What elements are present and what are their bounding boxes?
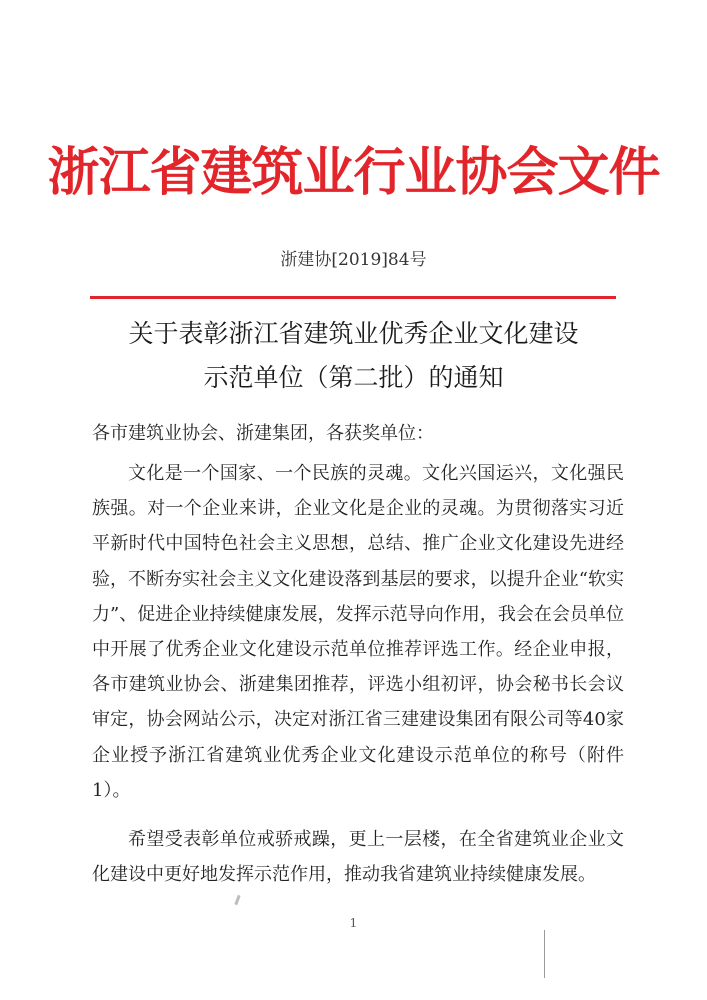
scan-artifact-line bbox=[544, 930, 545, 978]
masthead-title: 浙江省建筑业行业协会文件 bbox=[47, 142, 660, 203]
notice-title bbox=[0, 312, 707, 400]
page-number: 1 bbox=[349, 916, 358, 930]
salutation: 各市建筑业协会、浙建集团，各获奖单位： bbox=[92, 423, 434, 444]
body-paragraph-2: 希望受表彰单位戒骄戒躁，更上一层楼，在全省建筑业企业文化建设中更好地发挥示范作用，推动我省建筑业持续健康发展。 bbox=[92, 829, 624, 886]
notice-title-line-2: 示范单位（第二批）的通知 bbox=[203, 363, 504, 392]
body-paragraph-1: 文化是一个国家、一个民族的灵魂。文化兴国运兴，文化强民族强。对一个企业来讲，企业文化是企业的灵魂。为贯彻落实习近平新时代中国特色社会主义思想，总结、推广企业文化建设先进经验，不断夯实社会主义文化建设落到基层的要求，以提升企业“软实力”、促进企业持续健康发展，发挥示范导向作用，我会在会员单位中开展了优秀企业文化建设示范单位推荐评选工作。经企业申报，各市建筑业协会、浙建集团推荐，评选小组初评，协会秘书长会议审定，协会网站公示，决定对浙江省三建建设集团有限公司等40家企业授予浙江省建筑业优秀企业文化建设示范单位的称号（附件1）。 bbox=[92, 463, 624, 801]
scan-artifact-mark bbox=[234, 895, 240, 905]
red-divider-line bbox=[90, 296, 616, 299]
notice-title-line-1: 关于表彰浙江省建筑业优秀企业文化建设 bbox=[128, 319, 579, 348]
document-number: 浙建协[2019]84号 bbox=[280, 250, 427, 270]
